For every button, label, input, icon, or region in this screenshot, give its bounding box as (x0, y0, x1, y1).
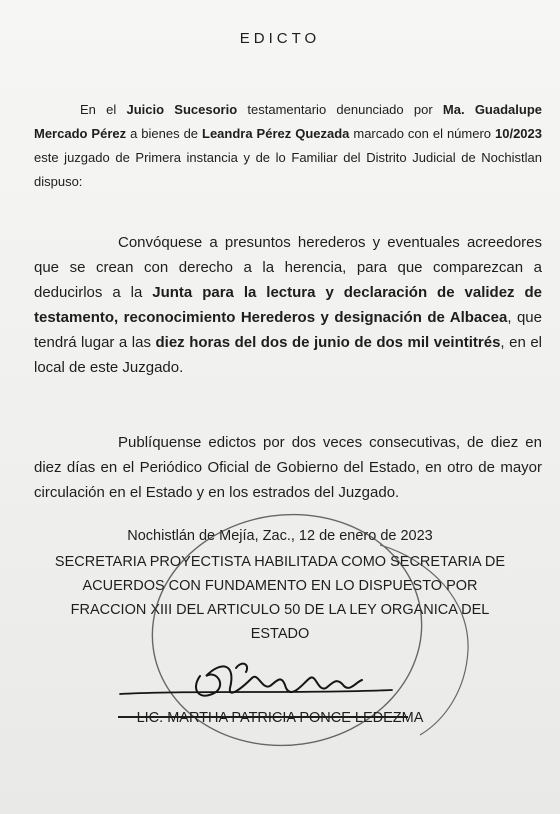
text: , que tendrá lugar a las (34, 309, 542, 351)
bold-text: diez horas del dos de junio de dos mil veintitrés (155, 334, 501, 351)
bold-text: 10/2023 (495, 126, 542, 141)
bold-text: Ma. Guadalupe Mercado Pérez (34, 102, 542, 141)
text: En el (80, 102, 127, 117)
handwritten-signature (120, 664, 392, 696)
text: Convóquese a presuntos herederos y eventuales acreedores que se crean con derecho a la herencia, para que comparezcan a deducirlos a la (34, 234, 542, 301)
signer-title-line: ACUERDOS CON FUNDAMENTO EN LO DISPUESTO POR (82, 578, 478, 594)
signer-title-line: FRACCION XIII DEL ARTICULO 50 DE LA LEY ORGANICA DEL (70, 602, 490, 618)
text: marcado con el número (349, 126, 495, 141)
text: testamentario denunciado por (237, 102, 443, 117)
bold-text: Junta para la lectura y declaración de validez de testamento, reconocimiento Herederos y designación de Albacea (34, 284, 542, 326)
signer-title-line: SECRETARIA PROYECTISTA HABILITADA COMO SECRETARIA DE (54, 554, 506, 570)
text: a bienes de (126, 126, 203, 141)
text: este juzgado de Primera instancia y de lo Familiar del Distrito Judicial de Nochistlan dispuso: (34, 150, 542, 189)
signer-title-line: ESTADO (250, 626, 310, 642)
bold-text: Juicio Sucesorio (126, 102, 238, 117)
text: Publíquense edictos por dos veces consecutivas, de diez en diez días en el Periódico Oficial de Gobierno del Estado, en otro de mayor circulación en el Estado y en los estrados del Juzgado. (34, 434, 542, 501)
document-title: EDICTO (239, 30, 321, 47)
place-date: Nochistlán de Mejía, Zac., 12 de enero de 2023 (127, 528, 433, 544)
text: , en el local de este Juzgado. (34, 334, 542, 376)
signer-name: LIC. MARTHA PATRICIA PONCE LEDEZMA (136, 710, 424, 726)
bold-text: Leandra Pérez Quezada (202, 126, 350, 141)
